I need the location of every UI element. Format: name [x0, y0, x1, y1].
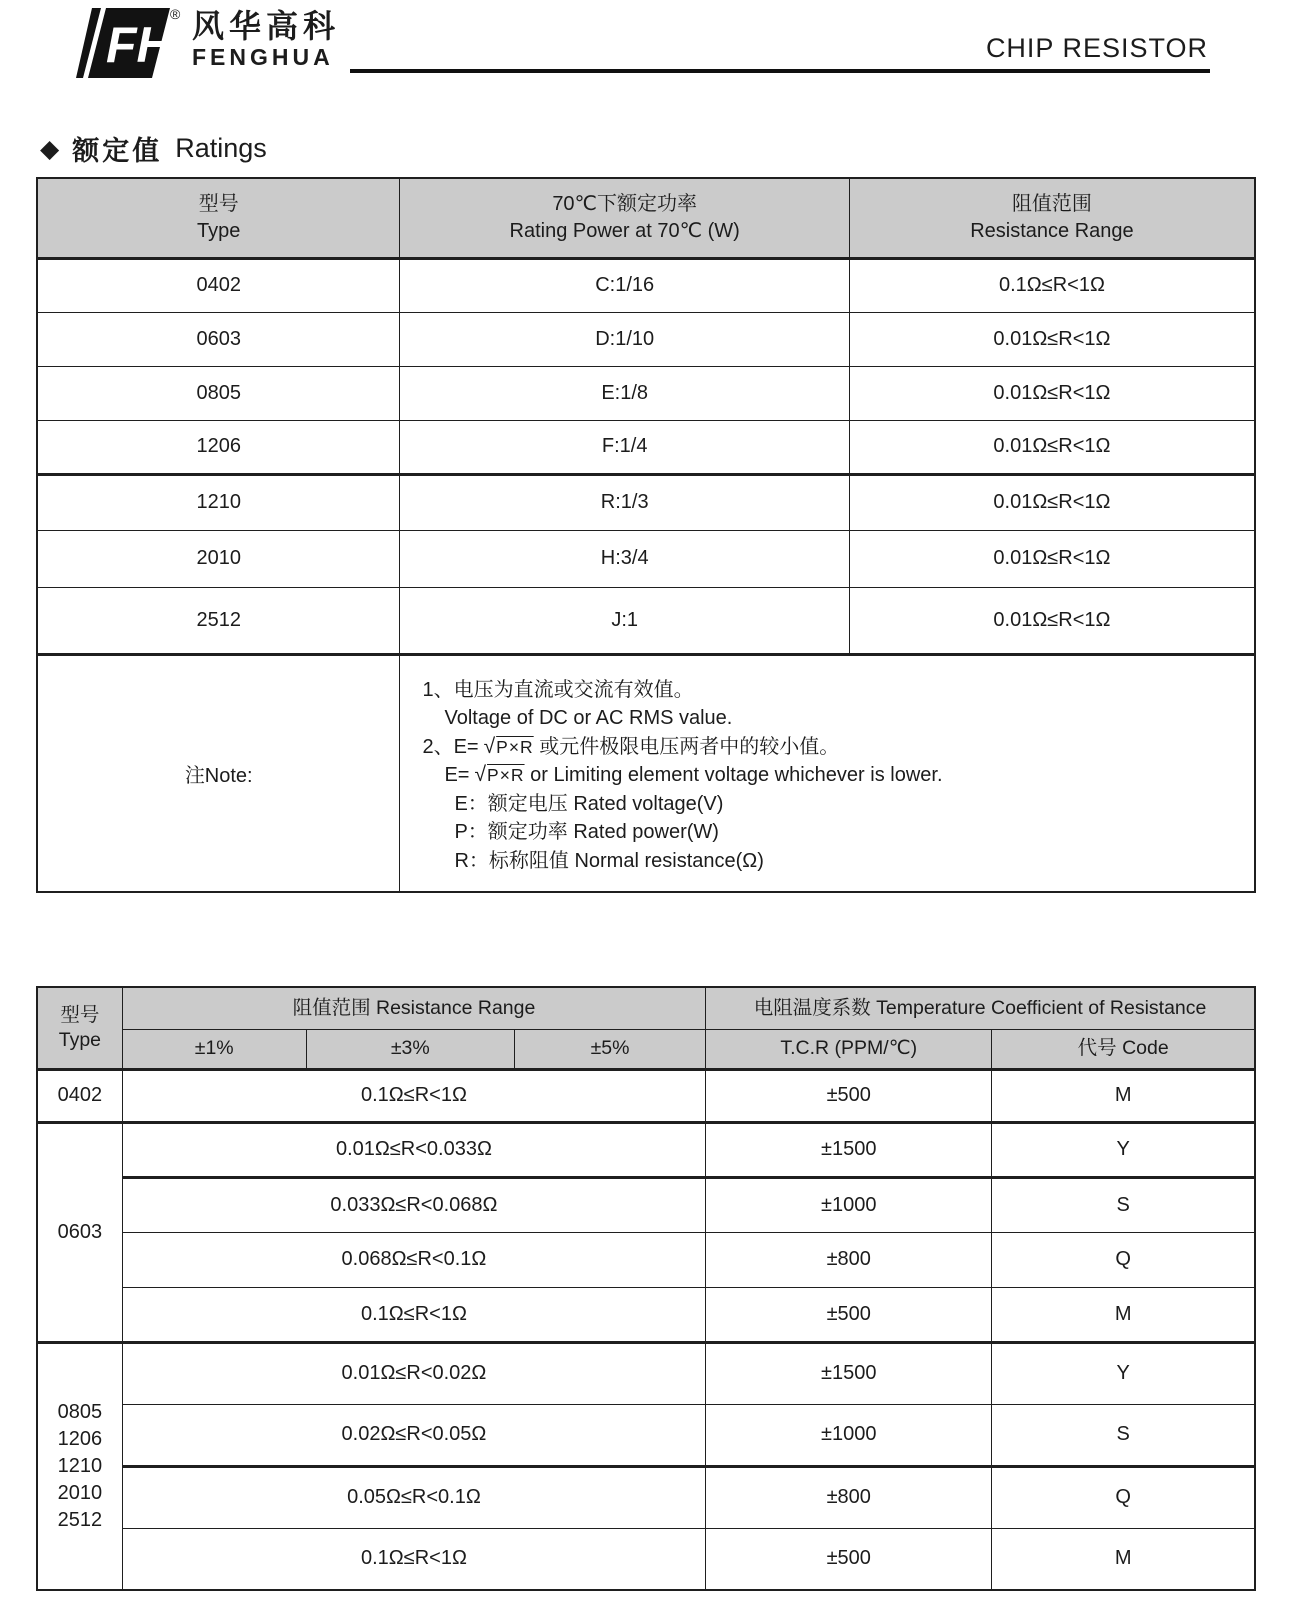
- note-row: [37, 654, 1255, 892]
- range-cell: 0.1Ω≤R<1Ω: [122, 1287, 705, 1342]
- code-cell: Q: [992, 1232, 1255, 1287]
- type-cell: 0402: [37, 1069, 122, 1122]
- ratings-row-2010: [37, 530, 1255, 587]
- note-line-1-en: Voltage of DC or AC RMS value.: [444, 707, 733, 729]
- code-cell: M: [992, 1069, 1255, 1122]
- type-cell: 2512: [37, 587, 400, 654]
- type-cell: 1206: [37, 420, 400, 474]
- power-cell: E:1/8: [400, 366, 849, 420]
- brand-block: [192, 10, 340, 69]
- tcr-row-large-1: [37, 1342, 1255, 1404]
- tcr-row-0603-4: [37, 1287, 1255, 1342]
- range-cell: 0.01Ω≤R<0.033Ω: [122, 1122, 705, 1177]
- range-cell: 0.01Ω≤R<0.02Ω: [122, 1342, 705, 1404]
- range-cell: 0.01Ω≤R<1Ω: [849, 312, 1255, 366]
- code-column-header: 代号 Code: [992, 1029, 1255, 1069]
- tcr-column-header: T.C.R (PPM/℃): [706, 1029, 992, 1069]
- type-column-header: 型号 Type: [37, 987, 122, 1069]
- power-cell: D:1/10: [400, 312, 849, 366]
- note-content: [400, 654, 1255, 892]
- ratings-row-1206: [37, 420, 1255, 474]
- code-cell: S: [992, 1404, 1255, 1466]
- type-cell: 1210: [37, 474, 400, 530]
- power-cell: H:3/4: [400, 530, 849, 587]
- ratings-row-2512: [37, 587, 1255, 654]
- code-cell: M: [992, 1528, 1255, 1590]
- brand-name-cn: 风华高科: [192, 8, 341, 44]
- note-label: 注Note:: [37, 654, 400, 892]
- tolerance-3pct-header: ±3%: [306, 1029, 514, 1069]
- tcr-header-row-2: [37, 1029, 1255, 1069]
- note-line-2-en: E= √P×R or Limiting element voltage whichever is lower.: [444, 763, 943, 786]
- code-cell: S: [992, 1177, 1255, 1232]
- tcr-row-large-4: [37, 1528, 1255, 1590]
- tcr-cell: ±1500: [706, 1342, 992, 1404]
- range-cell: 0.068Ω≤R<0.1Ω: [122, 1232, 705, 1287]
- power-column-header: 70℃下额定功率 Rating Power at 70℃ (W): [400, 178, 849, 258]
- tcr-cell: ±800: [706, 1466, 992, 1528]
- range-column-header: 阻值范围 Resistance Range: [849, 178, 1255, 258]
- tcr-row-large-3: [37, 1466, 1255, 1528]
- tcr-cell: ±800: [706, 1232, 992, 1287]
- range-cell: 0.02Ω≤R<0.05Ω: [122, 1404, 705, 1466]
- code-cell: M: [992, 1287, 1255, 1342]
- diamond-bullet-icon: ◆: [40, 134, 60, 163]
- code-cell: Y: [992, 1342, 1255, 1404]
- tcr-row-large-2: [37, 1404, 1255, 1466]
- range-cell: 0.033Ω≤R<0.068Ω: [122, 1177, 705, 1232]
- fenghua-logo-icon: [76, 6, 180, 80]
- sqrt-icon: √: [474, 763, 487, 786]
- note-line-e: E：额定电压 Rated voltage(V): [454, 792, 724, 815]
- range-cell: 0.1Ω≤R<1Ω: [122, 1528, 705, 1590]
- tcr-cell: ±500: [706, 1287, 992, 1342]
- note-line-r: R：标称阻值 Normal resistance(Ω): [454, 849, 764, 872]
- code-cell: Y: [992, 1122, 1255, 1177]
- tcr-cell: ±1000: [706, 1177, 992, 1232]
- range-cell: 0.01Ω≤R<1Ω: [849, 587, 1255, 654]
- type-cell: 0603: [37, 1122, 122, 1342]
- power-cell: F:1/4: [400, 420, 849, 474]
- tcr-header-row-1: [37, 987, 1255, 1029]
- document-title: CHIP RESISTOR: [985, 33, 1208, 63]
- range-cell: 0.1Ω≤R<1Ω: [849, 258, 1255, 312]
- section-title-en: Ratings: [175, 133, 267, 163]
- svg-text:FH: FH: [106, 17, 173, 73]
- type-cell: 2010: [37, 530, 400, 587]
- tcr-row-0402: [37, 1069, 1255, 1122]
- tcr-cell: ±500: [706, 1528, 992, 1590]
- tcr-row-0603-1: [37, 1122, 1255, 1177]
- range-cell: 0.01Ω≤R<1Ω: [849, 420, 1255, 474]
- tcr-group-header: 电阻温度系数 Temperature Coefficient of Resistance: [706, 987, 1255, 1029]
- tolerance-1pct-header: ±1%: [122, 1029, 306, 1069]
- tcr-row-0603-3: [37, 1232, 1255, 1287]
- ratings-row-0603: [37, 312, 1255, 366]
- range-cell: 0.01Ω≤R<1Ω: [849, 366, 1255, 420]
- note-line-p: P：额定功率 Rated power(W): [454, 821, 719, 843]
- tolerance-5pct-header: ±5%: [514, 1029, 705, 1069]
- tcr-cell: ±1000: [706, 1404, 992, 1466]
- range-group-header: 阻值范围 Resistance Range: [122, 987, 705, 1029]
- type-cell: 0805 1206 1210 2010 2512: [37, 1342, 122, 1590]
- header-rule: [350, 69, 1210, 73]
- note-line-2-cn: 2、E= √P×R 或元件极限电压两者中的较小值。: [422, 734, 840, 758]
- power-cell: C:1/16: [400, 258, 849, 312]
- ratings-header-row: [37, 178, 1255, 258]
- tcr-cell: ±500: [706, 1069, 992, 1122]
- ratings-row-1210: [37, 474, 1255, 530]
- type-cell: 0402: [37, 258, 400, 312]
- ratings-row-0805: [37, 366, 1255, 420]
- code-cell: Q: [992, 1466, 1255, 1528]
- type-cell: 0603: [37, 312, 400, 366]
- range-cell: 0.05Ω≤R<0.1Ω: [122, 1466, 705, 1528]
- type-column-header: 型号 Type: [37, 178, 400, 258]
- ratings-table: [36, 177, 1256, 893]
- section-title: [40, 129, 267, 168]
- range-cell: 0.1Ω≤R<1Ω: [122, 1069, 705, 1122]
- range-cell: 0.01Ω≤R<1Ω: [849, 530, 1255, 587]
- tcr-row-0603-2: [37, 1177, 1255, 1232]
- power-cell: J:1: [400, 587, 849, 654]
- section-title-cn: 额定值: [72, 136, 163, 166]
- tcr-table: [36, 986, 1256, 1591]
- brand-name-en: FENGHUA: [192, 43, 334, 70]
- ratings-row-0402: [37, 258, 1255, 312]
- note-line-1-cn: 1、电压为直流或交流有效值。: [422, 678, 694, 701]
- type-cell: 0805: [37, 366, 400, 420]
- tcr-cell: ±1500: [706, 1122, 992, 1177]
- range-cell: 0.01Ω≤R<1Ω: [849, 474, 1255, 530]
- power-cell: R:1/3: [400, 474, 849, 530]
- sqrt-icon: √: [483, 734, 496, 758]
- registered-trademark: ®: [170, 6, 181, 22]
